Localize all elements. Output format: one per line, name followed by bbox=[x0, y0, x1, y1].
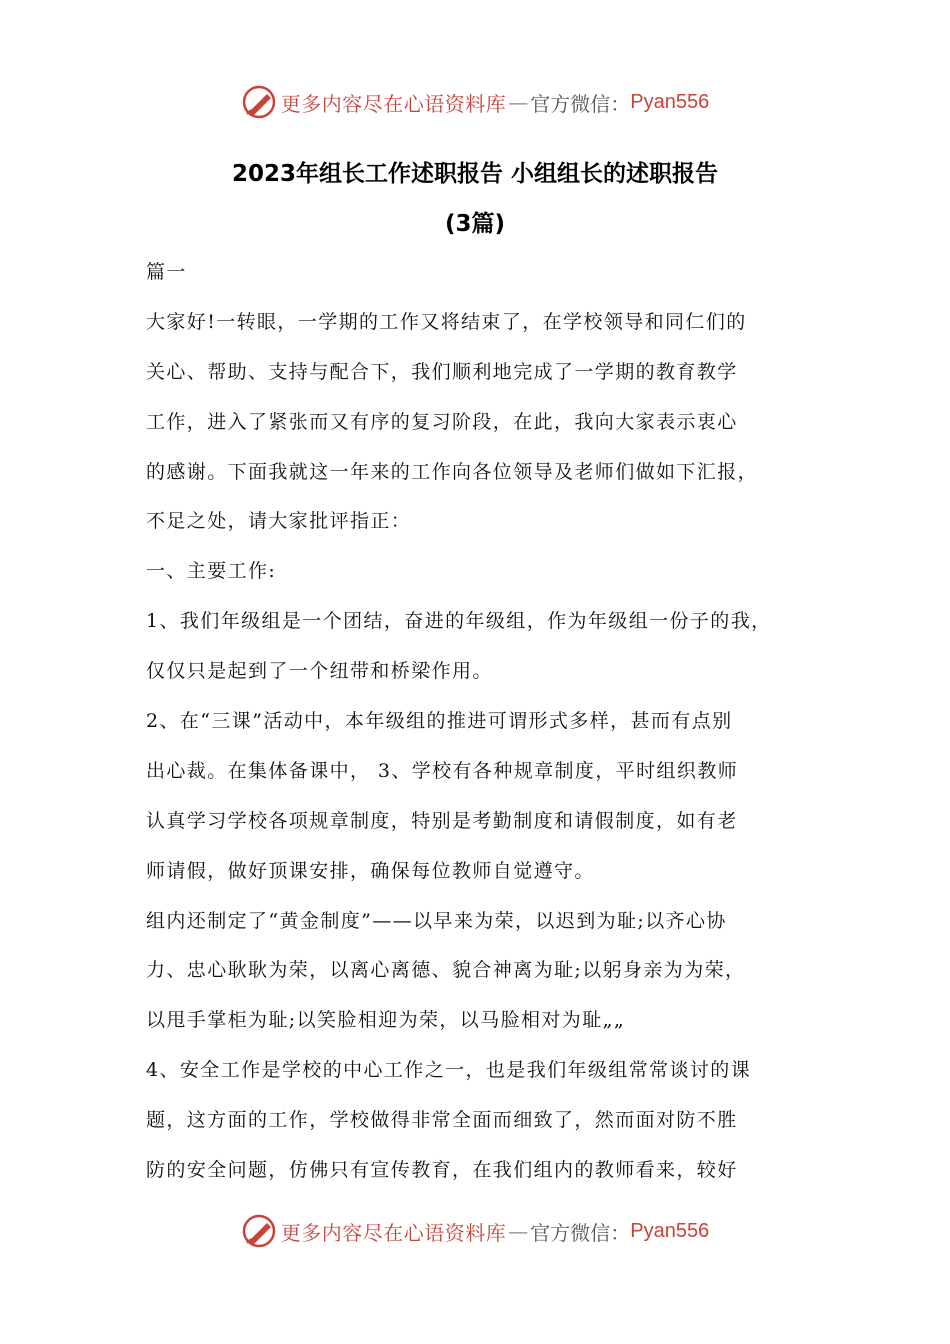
text-line: 认真学习学校各项规章制度，特别是考勤制度和请假制度，如有老 bbox=[146, 809, 738, 832]
text-line: 不足之处，请大家批评指正： bbox=[146, 510, 412, 533]
text-line: 大家好!一转眼，一学期的工作又将结束了，在学校领导和同仁们的 bbox=[146, 310, 747, 333]
text-line: 工作，进入了紧张而又有序的复习阶段，在此，我向大家表示衷心 bbox=[146, 410, 738, 433]
text-line: 力、忠心耿耿为荣，以离心离德、貌合神离为耻;以躬身亲为为荣， bbox=[146, 959, 746, 982]
document-subtitle: (3篇) bbox=[444, 211, 506, 237]
watermark-separator: — bbox=[508, 1219, 529, 1243]
pen-logo-icon bbox=[241, 84, 277, 120]
text-line: 一、主要工作: bbox=[146, 560, 277, 583]
text-line: 4、安全工作是学校的中心工作之一，也是我们年级组常常谈讨的课 bbox=[146, 1059, 752, 1082]
text-line: 以甩手掌柜为耻;以笑脸相迎为荣，以马脸相对为耻„„ bbox=[146, 1009, 626, 1032]
text-line: 关心、帮助、支持与配合下，我们顺利地完成了一学期的教育教学 bbox=[146, 360, 738, 383]
watermark-banner-top bbox=[0, 82, 950, 122]
document-title: 2023年组长工作述职报告 小组组长的述职报告 bbox=[231, 161, 719, 187]
text-line: 师请假，做好顶课安排，确保每位教师自觉遵守。 bbox=[146, 859, 595, 882]
watermark-banner-bottom bbox=[0, 1211, 950, 1251]
text-line: 2、在“三课”活动中，本年级组的推进可谓形式多样，甚而有点别 bbox=[146, 710, 733, 733]
watermark-text: 更多内容尽在心语资料库 bbox=[280, 91, 507, 116]
watermark-label: 官方微信： bbox=[530, 1220, 631, 1245]
watermark-text: 更多内容尽在心语资料库 bbox=[280, 1220, 507, 1245]
watermark-separator: — bbox=[508, 90, 529, 114]
document-body bbox=[146, 248, 810, 1196]
pen-logo-icon bbox=[241, 1213, 277, 1249]
text-line: 防的安全问题，仿佛只有宣传教育，在我们组内的教师看来，较好 bbox=[146, 1159, 738, 1182]
text-line: 仅仅只是起到了一个纽带和桥梁作用。 bbox=[146, 660, 493, 683]
text-line: 1、我们年级组是一个团结，奋进的年级组，作为年级组一份子的我， bbox=[146, 610, 772, 633]
text-line: 组内还制定了“黄金制度”——以早来为荣，以迟到为耻;以齐心协 bbox=[146, 909, 727, 932]
watermark-label: 官方微信： bbox=[530, 91, 631, 116]
text-line: 篇一 bbox=[146, 261, 187, 283]
watermark-id: Pyan556 bbox=[630, 1219, 710, 1242]
text-line: 题，这方面的工作，学校做得非常全面而细致了，然而面对防不胜 bbox=[146, 1109, 738, 1132]
watermark-id: Pyan556 bbox=[630, 90, 710, 113]
text-line: 出心裁。在集体备课中， 3、学校有各种规章制度，平时组织教师 bbox=[146, 759, 739, 782]
text-line: 的感谢。下面我就这一年来的工作向各位领导及老师们做如下汇报， bbox=[146, 460, 759, 483]
